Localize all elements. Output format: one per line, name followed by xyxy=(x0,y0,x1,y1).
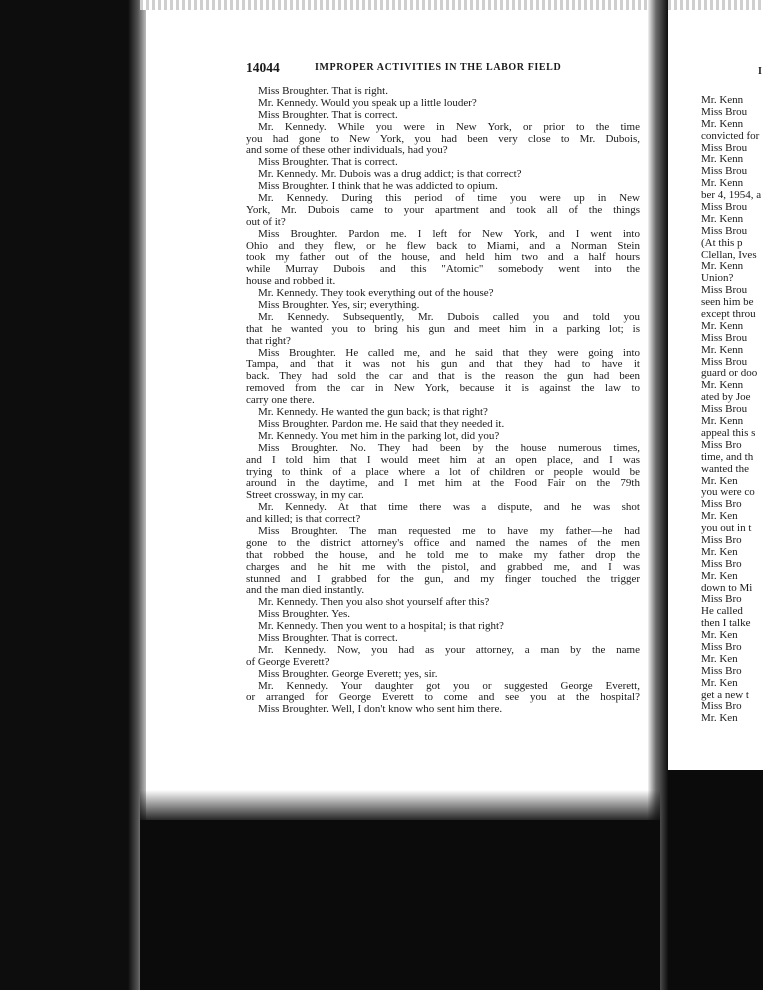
text-line: stunned and I grabbed for the gun, and my finger touched the trigger xyxy=(246,572,640,585)
right-page-line: Union? xyxy=(701,272,734,285)
text-line: Miss Broughter. Pardon me. He said that they needed it. xyxy=(258,417,505,430)
right-page-line: Miss Brou xyxy=(701,224,748,237)
right-page-line: Mr. Kenn xyxy=(701,260,744,273)
scan-bottom-shadow xyxy=(140,820,660,990)
text-line: trying to think of a place where a lot of children or people would be xyxy=(246,465,640,478)
scan-left-shadow xyxy=(0,0,140,990)
text-line: Ohio and they flew, or he flew back to Miami, and a Norman Stein xyxy=(246,239,640,252)
right-page-line: (At this p xyxy=(701,236,743,249)
right-page-line: Mr. Ken xyxy=(701,510,738,523)
right-page-line: Mr. Ken xyxy=(701,569,738,582)
text-line: Mr. Kennedy. He wanted the gun back; is that right? xyxy=(258,406,488,419)
text-line: Miss Broughter. Yes, sir; everything. xyxy=(258,299,420,312)
right-page-line: Mr. Kenn xyxy=(701,415,744,428)
right-page-line: Mr. Kenn xyxy=(701,379,744,392)
text-line: and some of these other individuals, had you? xyxy=(246,144,448,157)
text-line: Mr. Kennedy. They took everything out of the house? xyxy=(258,287,494,300)
right-page-line: He called xyxy=(701,605,743,618)
right-page-line: Miss Bro xyxy=(701,498,742,511)
text-line: Miss Broughter. Well, I don't know who sent him there. xyxy=(258,703,503,716)
right-page-line: ber 4, 1954, a xyxy=(701,189,762,202)
text-line: Miss Broughter. That is right. xyxy=(258,85,388,97)
text-line: Tampa, and that it was not his gun and that they had to have it xyxy=(246,358,640,371)
right-page-line: Miss Bro xyxy=(701,640,742,653)
right-page-line: Mr. Kenn xyxy=(701,212,744,225)
right-page-line: Mr. Ken xyxy=(701,545,738,558)
right-page-line: you were co xyxy=(701,486,755,499)
text-line: Mr. Kennedy. Your daughter got you or suggested George Everett, xyxy=(258,679,640,692)
text-line: and killed; is that correct? xyxy=(246,513,361,526)
right-page-line: then I talke xyxy=(701,617,751,630)
text-line: carry one there. xyxy=(246,394,315,407)
right-page-line: Miss Brou xyxy=(701,201,748,214)
text-line: Mr. Kennedy. You met him in the parking lot, did you? xyxy=(258,429,500,442)
text-line: or arranged for George Everett to come and see you at the hospital? xyxy=(246,691,640,704)
page-header xyxy=(246,60,636,76)
right-page-line: Miss Bro xyxy=(701,593,742,606)
right-page-line: Miss Bro xyxy=(701,664,742,677)
right-page-line: convicted for xyxy=(701,129,760,142)
right-page-line: ated by Joe xyxy=(701,391,751,404)
right-page-line: Mr. Kenn xyxy=(701,153,744,166)
right-page-line: Mr. Kenn xyxy=(701,177,744,190)
right-page-line: Mr. Ken xyxy=(701,629,738,642)
text-line: that robbed the house, and he told me to make my father drop the xyxy=(246,548,640,561)
right-page-line: Clellan, Ives xyxy=(701,248,757,261)
text-line: of George Everett? xyxy=(246,655,330,668)
right-page-line: Miss Brou xyxy=(701,331,748,344)
right-page-line: Miss Brou xyxy=(701,284,748,297)
right-page-line: time, and th xyxy=(701,450,754,463)
text-line: Miss Broughter. No. They had been by the house numerous times, xyxy=(258,441,640,454)
right-page-line: you out in t xyxy=(701,522,752,535)
right-page-line: Miss Brou xyxy=(701,141,748,154)
right-page-line: wanted the xyxy=(701,462,749,475)
text-line: that right? xyxy=(246,334,291,347)
text-line: Mr. Kennedy. At that time there was a dispute, and he was shot xyxy=(258,501,640,514)
text-line: Mr. Kennedy. Then you went to a hospital; is that right? xyxy=(258,620,504,633)
right-page-line: Miss Bro xyxy=(701,438,742,451)
text-line: Miss Broughter. That is correct. xyxy=(258,156,398,169)
scan-top-edge xyxy=(140,0,763,10)
right-page-line: Miss Bro xyxy=(701,700,742,713)
text-line: Miss Broughter. Yes. xyxy=(258,608,350,621)
text-line: out of it? xyxy=(246,215,286,228)
right-page-line: Miss Brou xyxy=(701,165,748,178)
text-line: Miss Broughter. I think that he was addicted to opium. xyxy=(258,180,498,193)
right-page-text-fragment xyxy=(701,95,763,725)
text-line: while Murray Dubois and this "Atomic" somebody went into the xyxy=(246,263,640,276)
right-page-line: Miss Brou xyxy=(701,355,748,368)
text-line: and I told him that I would meet him at an open place, and I was xyxy=(246,453,640,466)
right-page-line: Mr. Ken xyxy=(701,712,738,725)
right-page-line: down to Mi xyxy=(701,581,753,594)
text-line: took my father out of the house, and held him two and a half hours xyxy=(246,251,640,264)
text-line: removed from the car in New York, because it is against the law to xyxy=(246,382,640,395)
text-line: charges and he hit me with the pistol, and grabbed me, and I was xyxy=(246,560,640,573)
right-page-header-fragment: I xyxy=(758,66,762,77)
text-line: Mr. Kennedy. Mr. Dubois was a drug addict; is that correct? xyxy=(258,168,522,181)
text-line: Mr. Kennedy. While you were in New York, or prior to the time xyxy=(258,120,640,133)
right-page-line: seen him be xyxy=(701,296,754,309)
right-page-line: Mr. Ken xyxy=(701,676,738,689)
running-title: IMPROPER ACTIVITIES IN THE LABOR FIELD xyxy=(315,62,562,73)
text-line: Miss Broughter. The man requested me to have my father—he had xyxy=(258,524,640,537)
text-line: Miss Broughter. That is correct. xyxy=(258,631,398,644)
right-page-line: Miss Brou xyxy=(701,105,748,118)
right-page-line: appeal this s xyxy=(701,426,756,439)
text-line: Street crossway, in my car. xyxy=(246,489,364,502)
text-line: Miss Broughter. Pardon me. I left for New York, and I went into xyxy=(258,227,640,240)
text-line: around in the daytime, and I met him at the Food Fair on the 79th xyxy=(246,477,640,490)
right-page-line: Miss Bro xyxy=(701,533,742,546)
text-line: you had gone to New York, you had been very close to Mr. Dubois, xyxy=(246,132,640,145)
text-line: Miss Broughter. George Everett; yes, sir. xyxy=(258,667,438,680)
text-line: Mr. Kennedy. Would you speak up a little louder? xyxy=(258,96,477,109)
text-line: Mr. Kennedy. During this period of time you were up in New xyxy=(258,192,640,205)
right-page-line: Mr. Kenn xyxy=(701,343,744,356)
scan-right-bottom-shadow xyxy=(668,770,763,990)
text-line: Miss Broughter. He called me, and he said that they were going into xyxy=(258,346,640,359)
right-page-line: Mr. Kenn xyxy=(701,319,744,332)
right-page-line: Miss Bro xyxy=(701,557,742,570)
right-page-line: except throu xyxy=(701,308,756,321)
text-line: and the man died instantly. xyxy=(246,584,365,597)
right-page-line: Mr. Ken xyxy=(701,474,738,487)
text-line: Mr. Kennedy. Now, you had as your attorney, a man by the name xyxy=(258,643,640,656)
right-page-line: Mr. Kenn xyxy=(701,95,744,106)
scan-bottom-fade xyxy=(140,790,660,824)
text-line: house and robbed it. xyxy=(246,275,336,288)
page-number: 14044 xyxy=(246,60,280,75)
right-page-line: Miss Brou xyxy=(701,403,748,416)
text-line: Miss Broughter. That is correct. xyxy=(258,108,398,121)
text-line: gone to the district attorney's office and named the names of the men xyxy=(246,536,640,549)
text-line: back. They had sold the car and that is the reason the gun had been xyxy=(246,370,640,383)
text-line: Mr. Kennedy. Subsequently, Mr. Dubois called you and told you xyxy=(258,310,640,323)
text-line: that he wanted you to bring his gun and meet him in a parking lot; is xyxy=(246,322,640,335)
text-line: York, Mr. Dubois came to your apartment and took all of the things xyxy=(246,203,640,216)
right-page-line: guard or doo xyxy=(701,367,758,380)
right-page-line: Mr. Kenn xyxy=(701,117,744,130)
text-line: Mr. Kennedy. Then you also shot yourself after this? xyxy=(258,596,490,609)
testimony-text xyxy=(246,86,640,716)
right-page-line: get a new t xyxy=(701,688,749,701)
right-page-line: Mr. Ken xyxy=(701,652,738,665)
